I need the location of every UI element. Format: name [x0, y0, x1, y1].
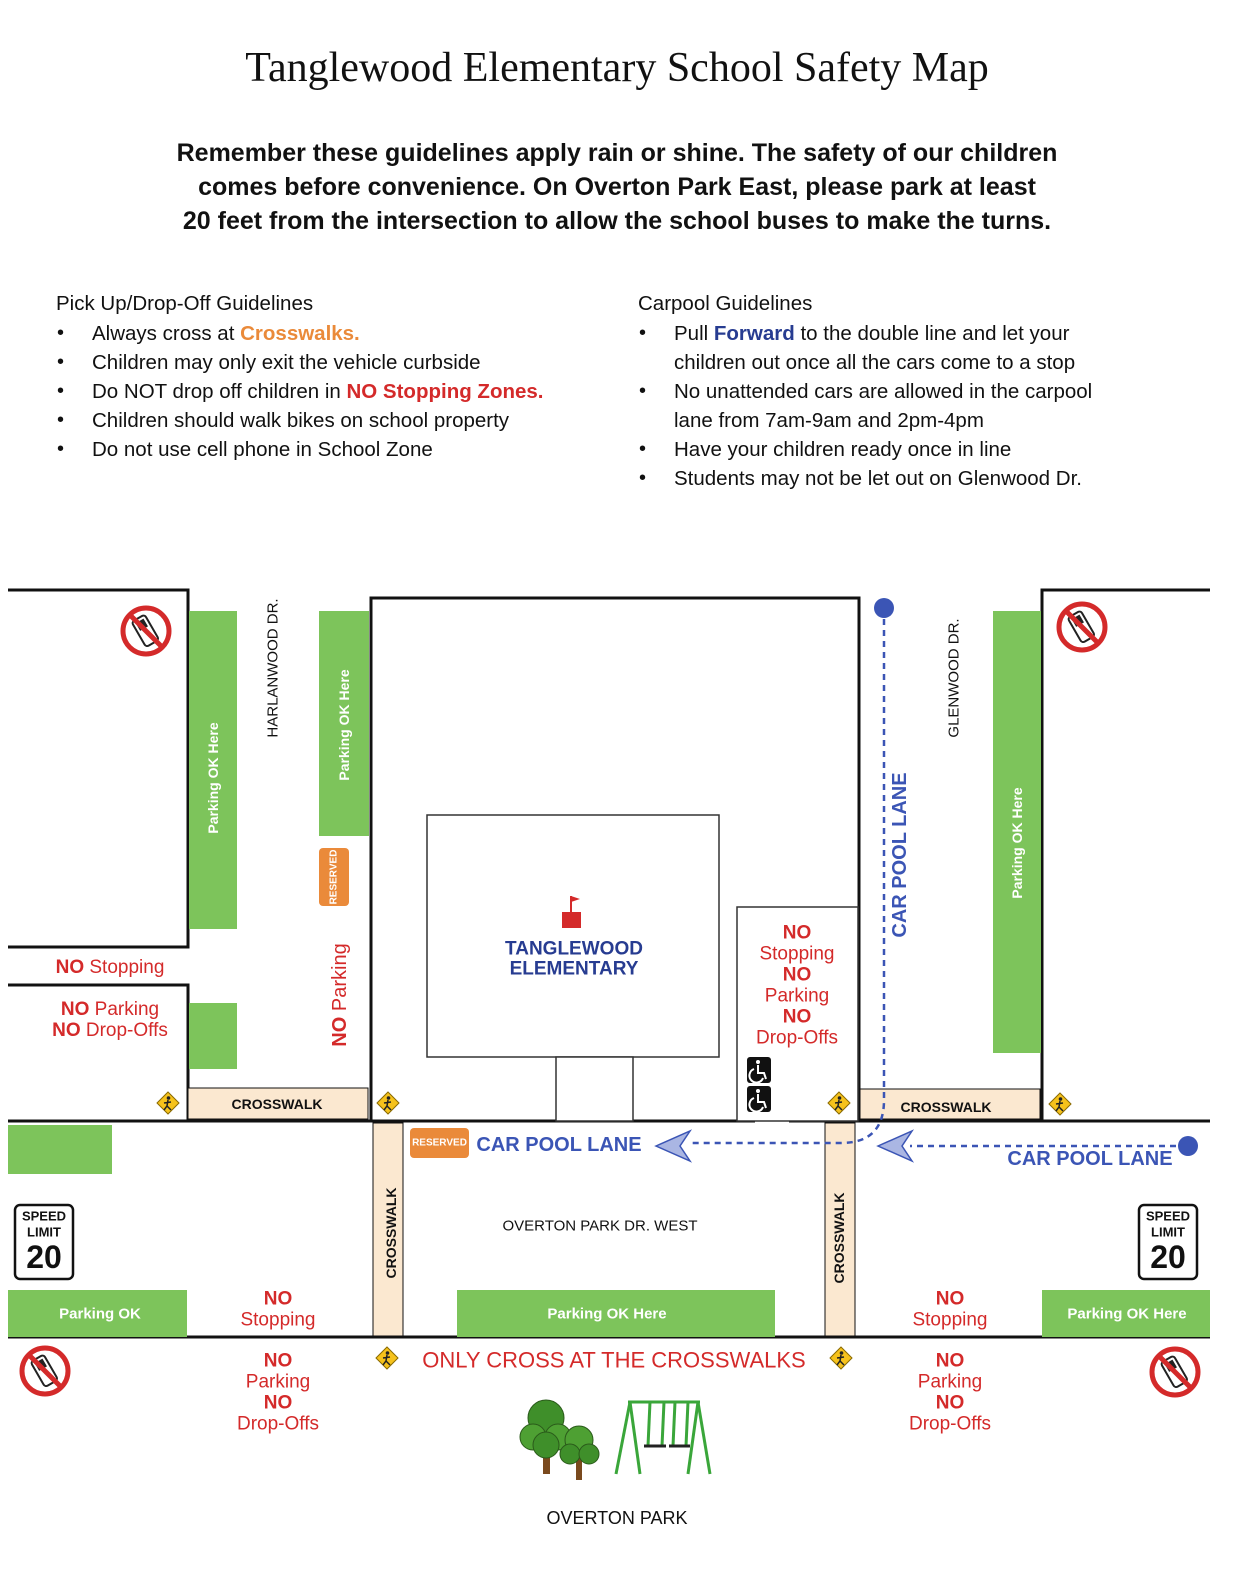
warning-stopping: Stopping [240, 1309, 316, 1331]
warning-no: NO [263, 1350, 293, 1372]
swing-set-icon [616, 1402, 710, 1474]
no-cell-phone-icon [1152, 1349, 1198, 1395]
street-label-overton-west: OVERTON PARK DR. WEST [502, 1217, 698, 1235]
svg-text:20: 20 [26, 1239, 62, 1275]
warning-no: NO [782, 1006, 812, 1028]
school-name-line1: TANGLEWOOD [505, 938, 643, 960]
pickup-heading: Pick Up/Drop-Off Guidelines [56, 292, 314, 315]
park-label: OVERTON PARK [546, 1508, 688, 1528]
warning-no: NO [935, 1350, 965, 1372]
reserved-label: RESERVED [328, 849, 340, 905]
carpool-item: • No unattended cars are allowed in the carpool lane from 7am-9am and 2pm-4pm [638, 377, 1198, 435]
wheelchair-icon [747, 1086, 771, 1112]
carpool-heading: Carpool Guidelines [638, 292, 813, 315]
street-label-harlanwood: HARLANWOOD DR. [264, 598, 282, 738]
warning-stopping: Stopping [759, 943, 835, 965]
no-stopping-label: NO Stopping [55, 956, 165, 978]
crosswalk-label: CROSSWALK [831, 1192, 847, 1284]
carpool-start-dot [874, 598, 894, 618]
crosswalk-label: CROSSWALK [900, 1099, 992, 1115]
intro-line: comes before convenience. On Overton Park East, please park at least [198, 173, 1036, 201]
no-cell-phone-icon [123, 608, 169, 654]
svg-text:SPEED: SPEED [1145, 1208, 1191, 1224]
carpool-lane-label: CAR POOL LANE [889, 772, 911, 938]
speed-limit-sign [1139, 1205, 1197, 1279]
tree-icon [560, 1426, 599, 1480]
carpool-arrow [878, 1131, 912, 1161]
warning-no: NO [782, 922, 812, 944]
warning-no: NO [263, 1288, 293, 1310]
ne-block-outline [1042, 590, 1210, 1121]
school-entrance [556, 1057, 633, 1121]
parking-label: Parking OK Here [547, 1305, 667, 1323]
warning-dropoffs: Drop-Offs [236, 1413, 320, 1435]
street-label-glenwood: GLENWOOD DR. [945, 618, 963, 738]
warning-stopping: Stopping [912, 1309, 988, 1331]
carpool-lane-label: CAR POOL LANE [1007, 1148, 1173, 1170]
pickup-item: • Do not use cell phone in School Zone [56, 435, 636, 464]
no-dropoffs-label: NO Drop-Offs [52, 1019, 168, 1041]
intro-line: Remember these guidelines apply rain or shine. The safety of our children [176, 139, 1058, 167]
no-parking-label: NO Parking [60, 998, 160, 1020]
warning-no: NO [935, 1288, 965, 1310]
carpool-item: • Have your children ready once in line [638, 435, 1198, 464]
warning-no: NO [935, 1392, 965, 1414]
speed-limit-sign [15, 1205, 73, 1279]
pickup-item: • Always cross at Crosswalks. [56, 319, 636, 348]
carpool-item: • Pull Forward to the double line and let your children out once all the cars come to a stop [638, 319, 1198, 377]
svg-text:LIMIT: LIMIT [27, 1224, 61, 1240]
school-building [427, 815, 719, 1057]
svg-text:SPEED: SPEED [21, 1208, 67, 1224]
carpool-start-dot [1178, 1136, 1198, 1156]
warning-parking: Parking [245, 1371, 311, 1393]
parking-zone [8, 1125, 112, 1174]
pickup-item: • Children may only exit the vehicle curbside [56, 348, 636, 377]
no-cell-phone-icon [22, 1348, 68, 1394]
only-cross-banner: ONLY CROSS AT THE CROSSWALKS [422, 1347, 806, 1373]
pickup-item: • Children should walk bikes on school property [56, 406, 636, 435]
parking-label: Parking OK [59, 1305, 141, 1323]
page-title: Tanglewood Elementary School Safety Map [245, 45, 989, 91]
carpool-item: • Students may not be let out on Glenwood Dr. [638, 464, 1198, 493]
pedestrian-crossing-icon [157, 1092, 179, 1114]
warning-parking: Parking [917, 1371, 983, 1393]
school-name-line2: ELEMENTARY [509, 958, 639, 980]
crosswalk-label: CROSSWALK [383, 1187, 399, 1279]
carpool-lane-label: CAR POOL LANE [476, 1134, 642, 1156]
warning-dropoffs: Drop-Offs [908, 1413, 992, 1435]
parking-zone [189, 1003, 237, 1069]
pedestrian-crossing-icon [377, 1092, 399, 1114]
pedestrian-crossing-icon [830, 1347, 852, 1369]
warning-no: NO [782, 964, 812, 986]
warning-parking: Parking [764, 985, 830, 1007]
svg-text:LIMIT: LIMIT [1151, 1224, 1185, 1240]
reserved-label: RESERVED [412, 1137, 467, 1149]
parking-label: Parking OK Here [1067, 1305, 1187, 1323]
svg-text:20: 20 [1150, 1239, 1186, 1275]
warning-dropoffs: Drop-Offs [755, 1027, 839, 1049]
pedestrian-crossing-icon [376, 1347, 398, 1369]
intro-line: 20 feet from the intersection to allow the school buses to make the turns. [182, 207, 1052, 235]
tree-icon [520, 1400, 571, 1474]
pedestrian-crossing-icon [1049, 1093, 1071, 1115]
no-parking-label: NO Parking [329, 943, 351, 1047]
parking-label: Parking OK Here [336, 669, 352, 781]
crosswalk-label: CROSSWALK [231, 1096, 323, 1112]
parking-label: Parking OK Here [205, 722, 221, 834]
pickup-item: • Do NOT drop off children in NO Stopping Zones. [56, 377, 636, 406]
warning-no: NO [263, 1392, 293, 1414]
carpool-arrow [656, 1131, 690, 1161]
wheelchair-icon [747, 1057, 771, 1083]
no-cell-phone-icon [1059, 604, 1105, 650]
parking-label: Parking OK Here [1009, 787, 1025, 899]
